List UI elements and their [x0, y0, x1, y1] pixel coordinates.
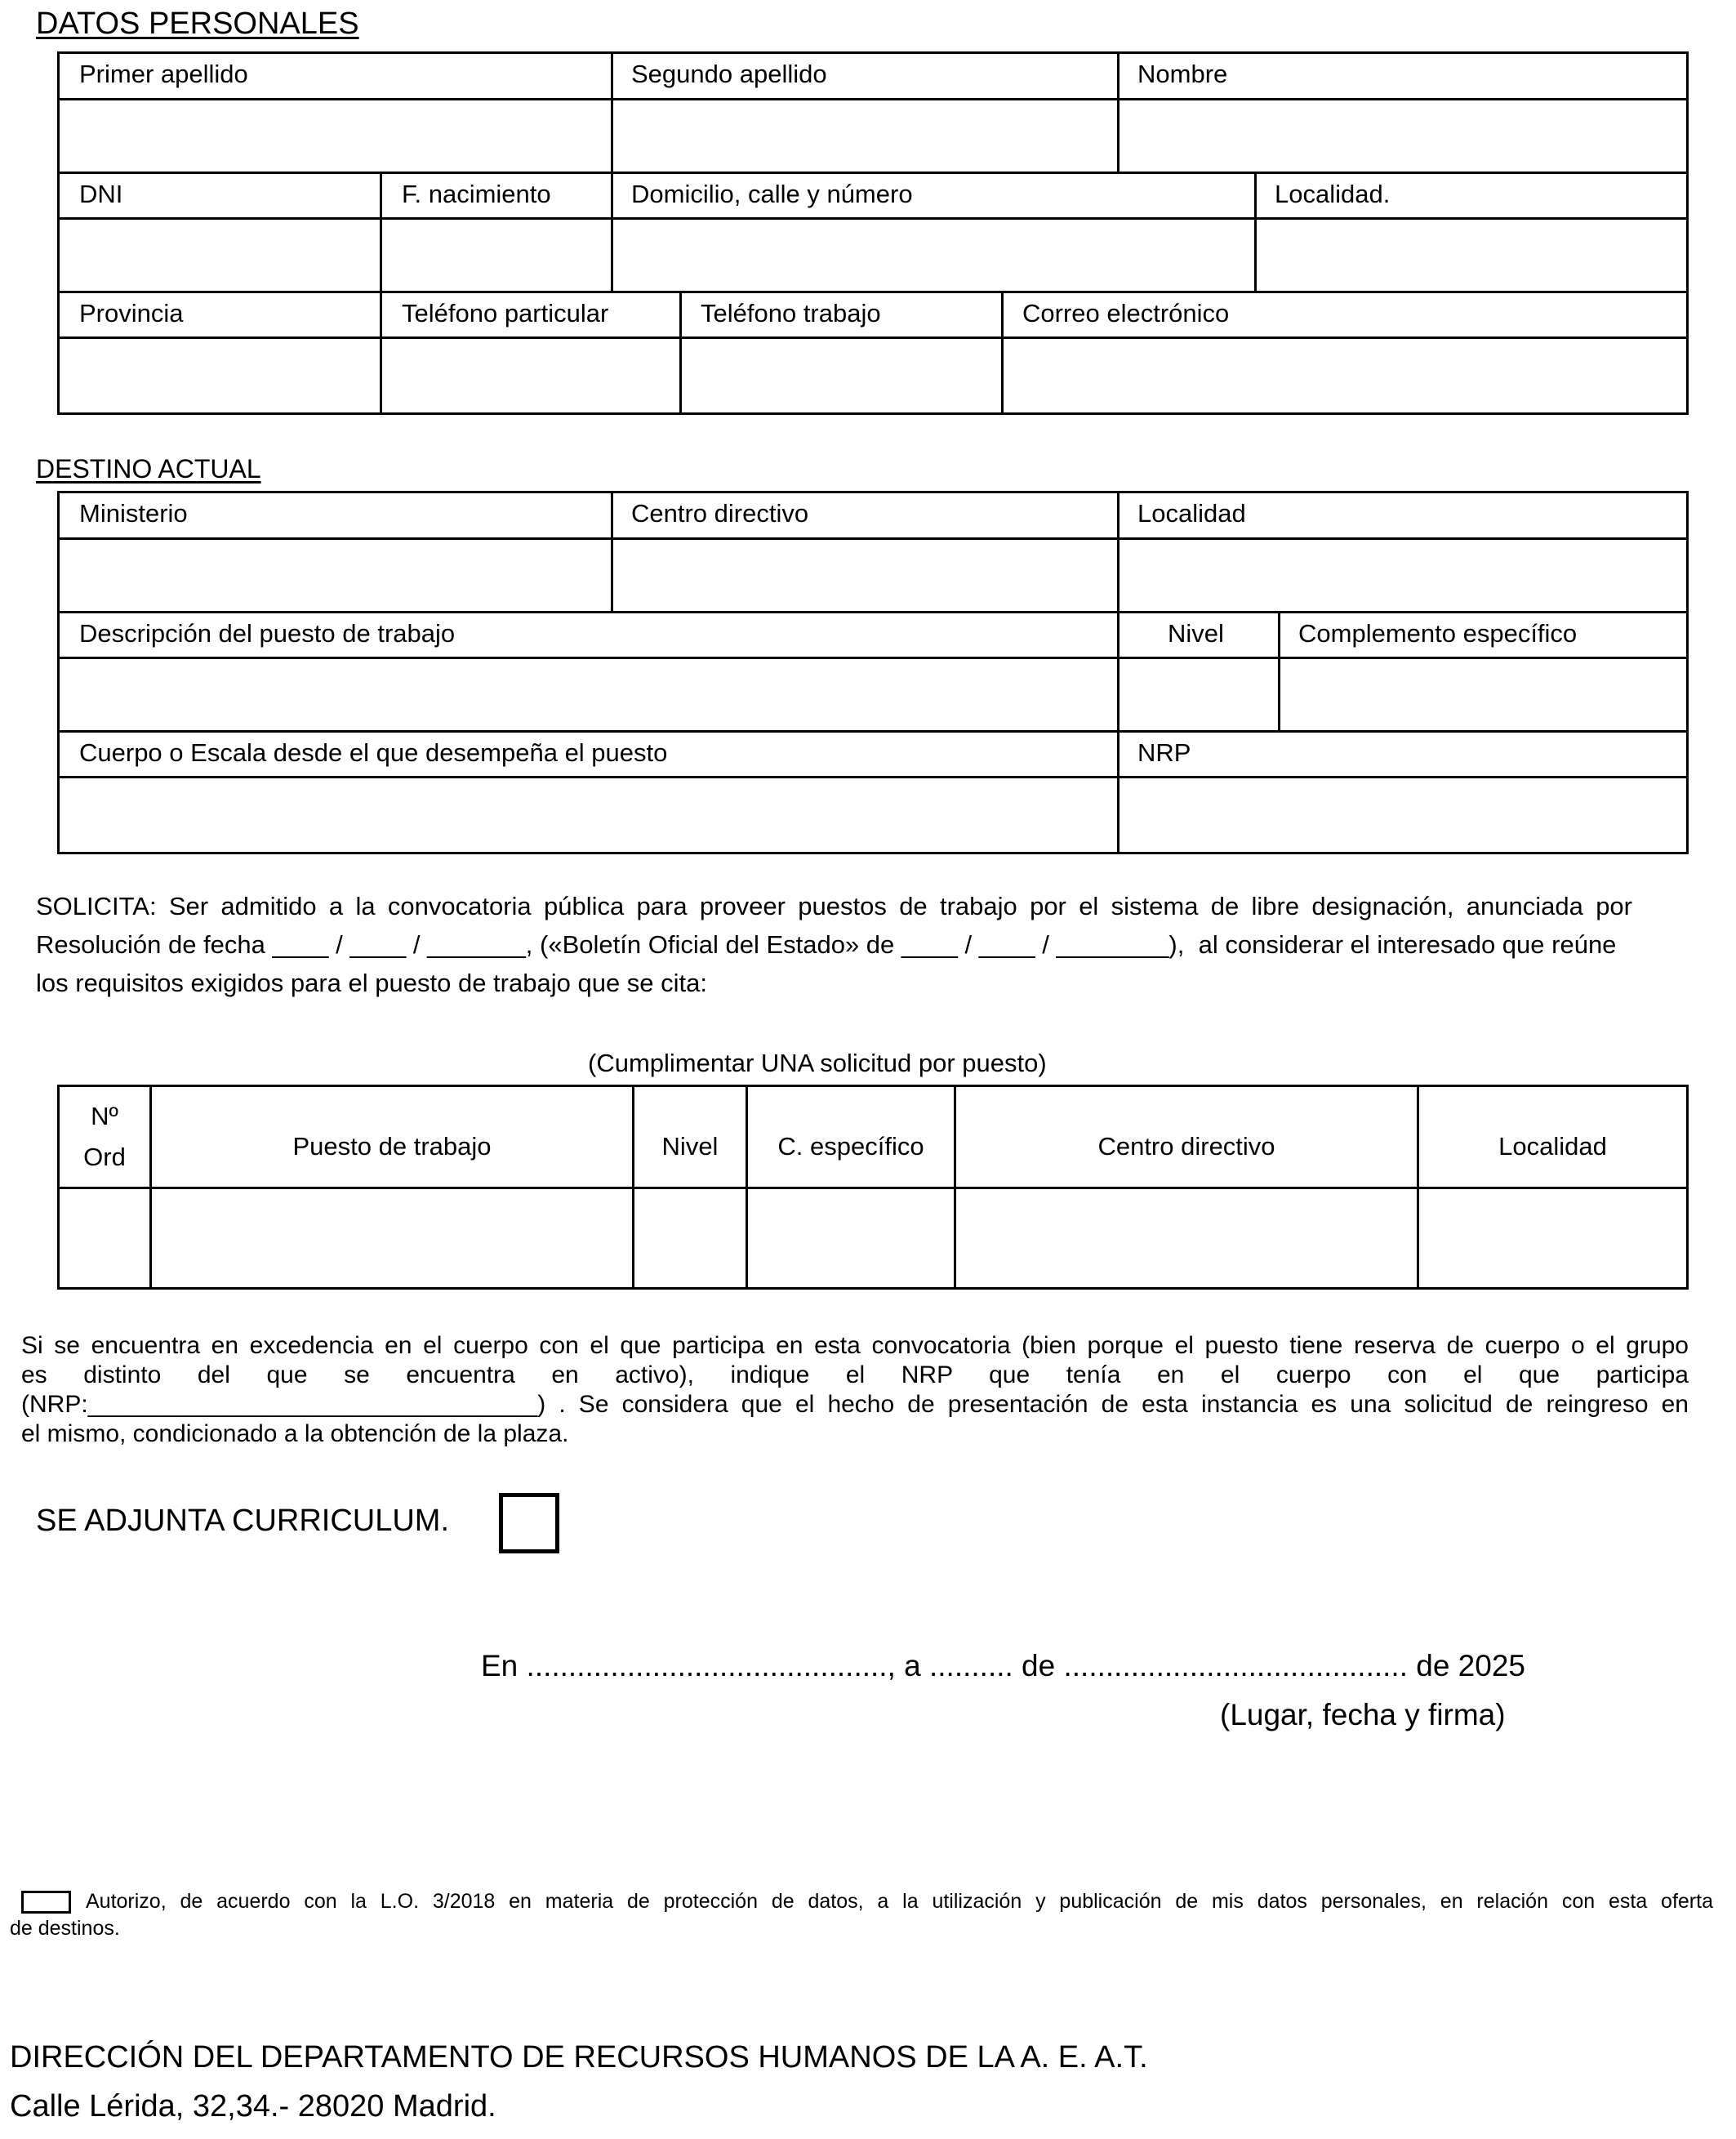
label-f-nacimiento: F. nacimiento: [402, 180, 551, 208]
field-nombre[interactable]: [1119, 100, 1686, 172]
header-num-ord: [60, 1087, 149, 1187]
autorizo-line-1: Autorizo, de acuerdo con la L.O. 3/2018 en materia de protección de datos, a la utilización y publicación de mis datos personales, en relación con esta oferta: [86, 1890, 1713, 1913]
solicita-line-1: SOLICITA: Ser admitido a la convocatoria pública para proveer puestos de trabajo por el sistema de libre designación, anunciada por: [36, 892, 1632, 920]
field-descripcion-puesto[interactable]: [60, 659, 1117, 730]
field-localidad[interactable]: [1257, 220, 1686, 291]
section-title-destino: DESTINO ACTUAL: [36, 454, 261, 484]
header-num: Nº: [91, 1102, 118, 1130]
label-correo: Correo electrónico: [1022, 299, 1230, 328]
field-cuerpo-escala[interactable]: [60, 778, 1117, 852]
label-primer-apellido: Primer apellido: [79, 60, 248, 88]
field-nivel[interactable]: [1119, 659, 1278, 730]
label-destino-localidad: Localidad: [1137, 499, 1246, 528]
solicita-paragraph: [36, 887, 1632, 1002]
section-title-personal: DATOS PERSONALES: [36, 7, 359, 41]
label-telefono-trabajo: Teléfono trabajo: [701, 299, 881, 328]
field-f-nacimiento[interactable]: [382, 220, 611, 291]
field-centro-directivo[interactable]: [613, 540, 1117, 611]
solicita-line-3: los requisitos exigidos para el puesto de trabajo que se cita:: [36, 969, 707, 997]
field-puesto-localidad[interactable]: [1419, 1189, 1686, 1287]
field-puesto-nivel[interactable]: [634, 1189, 746, 1287]
label-nombre: Nombre: [1137, 60, 1228, 88]
curriculum-label: SE ADJUNTA CURRICULUM.: [36, 1504, 450, 1538]
label-nrp: NRP: [1137, 738, 1191, 767]
header-localidad: Localidad: [1498, 1132, 1607, 1161]
label-ministerio: Ministerio: [79, 499, 188, 528]
excedencia-line-4: el mismo, condicionado a la obtención de la plaza.: [21, 1420, 569, 1447]
label-segundo-apellido: Segundo apellido: [631, 60, 827, 88]
excedencia-paragraph: [21, 1331, 1689, 1449]
label-complemento-especifico: Complemento específico: [1298, 619, 1578, 648]
label-domicilio: Domicilio, calle y número: [631, 180, 913, 208]
field-telefono-particular[interactable]: [382, 339, 679, 412]
autorizo-checkbox[interactable]: [21, 1891, 71, 1914]
label-cuerpo-escala: Cuerpo o Escala desde el que desempeña el puesto: [79, 738, 668, 767]
label-telefono-particular: Teléfono particular: [402, 299, 609, 328]
field-puesto[interactable]: [152, 1189, 632, 1287]
field-domicilio[interactable]: [613, 220, 1254, 291]
header-centro-directivo: Centro directivo: [1097, 1132, 1275, 1161]
solicita-line-2: Resolución de fecha ____ / ____ / _______, («Boletín Oficial del Estado» de ____ / ____ / ________), al considerar el interesado que reúne: [36, 930, 1617, 959]
excedencia-line-2: es distinto del que se encuentra en activo), indique el NRP que tenía en el cuerpo con el que participa: [21, 1361, 1689, 1388]
signature-caption: (Lugar, fecha y firma): [1220, 1698, 1506, 1731]
field-ministerio[interactable]: [60, 540, 611, 611]
puestos-caption: (Cumplimentar UNA solicitud por puesto): [588, 1049, 1047, 1077]
curriculum-checkbox[interactable]: [499, 1493, 559, 1553]
excedencia-line-3: (NRP:_________________________________) . Se considera que el hecho de presentación de esta instancia es una solicitud de reingreso en: [21, 1391, 1689, 1418]
header-ord: Ord: [83, 1143, 126, 1171]
field-provincia[interactable]: [60, 339, 380, 412]
autorizo-line-2: de destinos.: [10, 1917, 120, 1940]
field-destino-localidad[interactable]: [1119, 540, 1686, 611]
footer-address: Calle Lérida, 32,34.- 28020 Madrid.: [10, 2089, 496, 2123]
footer-direccion: DIRECCIÓN DEL DEPARTAMENTO DE RECURSOS HUMANOS DE LA A. E. A.T.: [10, 2040, 1148, 2074]
field-segundo-apellido[interactable]: [613, 100, 1117, 172]
field-puesto-c-especifico[interactable]: [748, 1189, 954, 1287]
label-nivel: Nivel: [1168, 619, 1224, 648]
label-centro-directivo: Centro directivo: [631, 499, 809, 528]
field-puesto-centro[interactable]: [956, 1189, 1417, 1287]
field-complemento-especifico[interactable]: [1280, 659, 1686, 730]
header-puesto: Puesto de trabajo: [292, 1132, 492, 1161]
field-correo[interactable]: [1004, 339, 1686, 412]
excedencia-line-1: Si se encuentra en excedencia en el cuerpo con el que participa en esta convocatoria (bien porque el puesto tiene reserva de cuerpo o el grupo: [21, 1332, 1689, 1359]
label-descripcion-puesto: Descripción del puesto de trabajo: [79, 619, 456, 648]
signature-line: En ..........................................., a .......... de ......................................... de 2025: [481, 1649, 1525, 1682]
header-c-especifico: C. específico: [777, 1132, 924, 1161]
header-nivel: Nivel: [661, 1132, 719, 1161]
field-dni[interactable]: [60, 220, 380, 291]
field-primer-apellido[interactable]: [60, 100, 611, 172]
field-nrp[interactable]: [1119, 778, 1686, 852]
field-telefono-trabajo[interactable]: [682, 339, 1001, 412]
label-provincia: Provincia: [79, 299, 184, 328]
label-dni: DNI: [79, 180, 123, 208]
label-localidad: Localidad.: [1275, 180, 1391, 208]
field-num-ord[interactable]: [60, 1189, 149, 1287]
